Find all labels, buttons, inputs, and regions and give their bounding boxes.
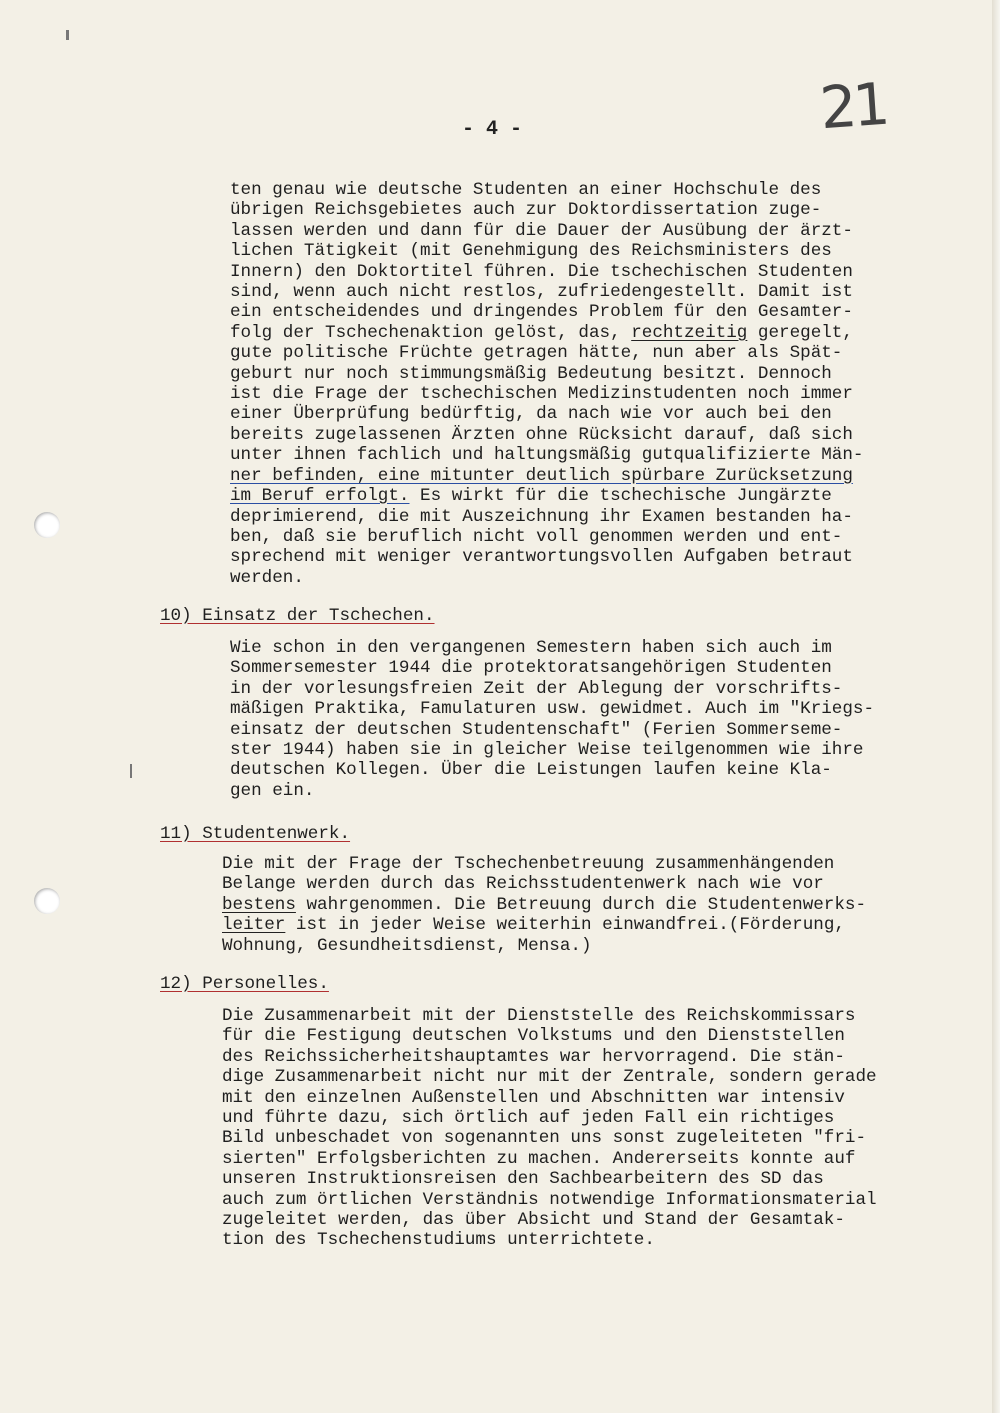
underlined-rechtzeitig: rechtzeitig bbox=[631, 322, 748, 343]
handwritten-page-number: 21 bbox=[817, 69, 889, 143]
text-line: mäßigen Praktika, Famulaturen usw. gewidmet. Auch im "Kriegs- bbox=[230, 699, 875, 720]
text-line bbox=[230, 486, 863, 506]
text-line: deprimierend, die mit Auszeichnung ihr Examen bestanden ha- bbox=[230, 506, 853, 527]
text-line: Innern) den Doktortitel führen. Die tschechischen Studenten bbox=[230, 261, 853, 282]
text-line: dige Zusammenarbeit nicht nur mit der Zentrale, sondern gerade bbox=[222, 1067, 877, 1088]
text-line: mit den einzelnen Außenstellen und Abschnitten war intensiv bbox=[222, 1087, 845, 1108]
text-line: Wie schon in den vergangenen Semestern haben sich auch im bbox=[230, 638, 832, 658]
punch-hole-top bbox=[34, 512, 60, 538]
text-segment: folg der Tschechenaktion gelöst, das, bbox=[230, 322, 632, 343]
text-line: Die Zusammenarbeit mit der Dienststelle des Reichskommissars bbox=[222, 1006, 856, 1026]
scan-speck bbox=[130, 764, 132, 778]
text-line: Die mit der Frage der Tschechenbetreuung zusammenhängenden bbox=[222, 854, 835, 874]
text-line: einer Überprüfung bedürftig, da nach wie vor auch bei den bbox=[230, 404, 832, 425]
text-segment: ist in jeder Weise weiterhin einwandfrei.(Förderung, bbox=[285, 915, 845, 936]
continuation-paragraph bbox=[230, 180, 863, 588]
text-line: ben, daß sie beruflich nicht voll genommen werden und ent- bbox=[230, 526, 843, 547]
section-heading-11: 11) Studentenwerk. bbox=[160, 824, 351, 844]
text-line bbox=[222, 915, 866, 935]
text-line: unseren Instruktionsreisen den Sachbearbeitern des SD das bbox=[222, 1169, 824, 1190]
text-segment: Es wirkt für die tschechische Jungärzte bbox=[409, 486, 832, 507]
text-line: ist die Frage der tschechischen Medizinstudenten noch immer bbox=[230, 384, 853, 405]
text-line: unter ihnen fachlich und haltungsmäßig gutqualifizierte Män- bbox=[230, 445, 864, 466]
underlined-bestens: bestens bbox=[222, 894, 296, 915]
text-line-underlined: ner befinden, eine mitunter deutlich spürbare Zurücksetzung bbox=[230, 465, 853, 486]
section-heading-10: 10) Einsatz der Tschechen. bbox=[160, 606, 435, 626]
text-segment: geregelt, bbox=[747, 322, 853, 343]
punch-hole-bottom bbox=[34, 888, 60, 914]
text-line: Belange werden durch das Reichsstudentenwerk nach wie vor bbox=[222, 874, 824, 895]
text-line: für die Festigung deutschen Volkstums und den Dienststellen bbox=[222, 1026, 845, 1047]
text-line: ten genau wie deutsche Studenten an einer Hochschule des bbox=[230, 180, 822, 200]
underlined-leiter: leiter bbox=[222, 915, 286, 936]
text-line: in der vorlesungsfreien Zeit der Ablegung der vorschrifts- bbox=[230, 678, 843, 699]
text-line: sierten" Erfolgsberichten zu machen. Andererseits konnte auf bbox=[222, 1148, 856, 1169]
text-line: gute politische Früchte getragen hätte, nun aber als Spät- bbox=[230, 343, 843, 364]
text-line: Bild unbeschadet von sogenannten uns sonst zugeleiteten "fri- bbox=[222, 1128, 867, 1149]
text-line: Sommersemester 1944 die protektoratsangehörigen Studenten bbox=[230, 658, 832, 679]
text-line: Wohnung, Gesundheitsdienst, Mensa.) bbox=[222, 935, 592, 956]
text-line: und führte dazu, sich örtlich auf jeden Fall ein richtiges bbox=[222, 1108, 835, 1129]
section-heading-12: 12) Personelles. bbox=[160, 974, 329, 994]
text-line bbox=[230, 323, 863, 343]
text-line: zugeleitet werden, das über Absicht und Stand der Gesamtak- bbox=[222, 1210, 845, 1231]
text-line: gen ein. bbox=[230, 780, 315, 801]
text-line: werden. bbox=[230, 567, 304, 588]
text-line: sprechend mit weniger verantwortungsvollen Aufgaben betraut bbox=[230, 547, 853, 568]
page-edge-shadow bbox=[992, 0, 1000, 1413]
text-line: des Reichssicherheitshauptamtes war hervorragend. Die stän- bbox=[222, 1046, 845, 1067]
text-line: lichen Tätigkeit (mit Genehmigung des Reichsministers des bbox=[230, 241, 832, 262]
text-line: deutschen Kollegen. Über die Leistungen laufen keine Kla- bbox=[230, 760, 832, 781]
text-line: ster 1944) haben sie in gleicher Weise teilgenommen wie ihre bbox=[230, 740, 864, 761]
text-line: übrigen Reichsgebietes auch zur Doktordissertation zuge- bbox=[230, 200, 822, 221]
text-line: lassen werden und dann für die Dauer der Ausübung der ärzt- bbox=[230, 220, 853, 241]
text-line: auch zum örtlichen Verständnis notwendige Informationsmaterial bbox=[222, 1189, 877, 1210]
text-line: sind, wenn auch nicht restlos, zufriedengestellt. Damit ist bbox=[230, 282, 853, 303]
text-segment: wahrgenommen. Die Betreuung durch die Studentenwerks- bbox=[295, 894, 867, 915]
text-line: bereits zugelassenen Ärzten ohne Rücksicht darauf, daß sich bbox=[230, 424, 853, 445]
text-line: geburt nur noch stimmungsmäßig Bedeutung besitzt. Dennoch bbox=[230, 363, 832, 384]
text-line: ein entscheidendes und dringendes Problem für den Gesamter- bbox=[230, 302, 853, 323]
section-10-body bbox=[230, 638, 874, 801]
text-line: einsatz der deutschen Studentenschaft" (Ferien Sommerseme- bbox=[230, 719, 843, 740]
section-11-body bbox=[222, 854, 866, 956]
page-number: - 4 - bbox=[462, 118, 523, 141]
underlined-beruf: im Beruf erfolgt. bbox=[230, 486, 410, 507]
text-line bbox=[222, 895, 866, 915]
section-12-body bbox=[222, 1006, 877, 1251]
text-line: tion des Tschechenstudiums unterrichtete. bbox=[222, 1230, 655, 1251]
scan-speck bbox=[66, 30, 69, 40]
